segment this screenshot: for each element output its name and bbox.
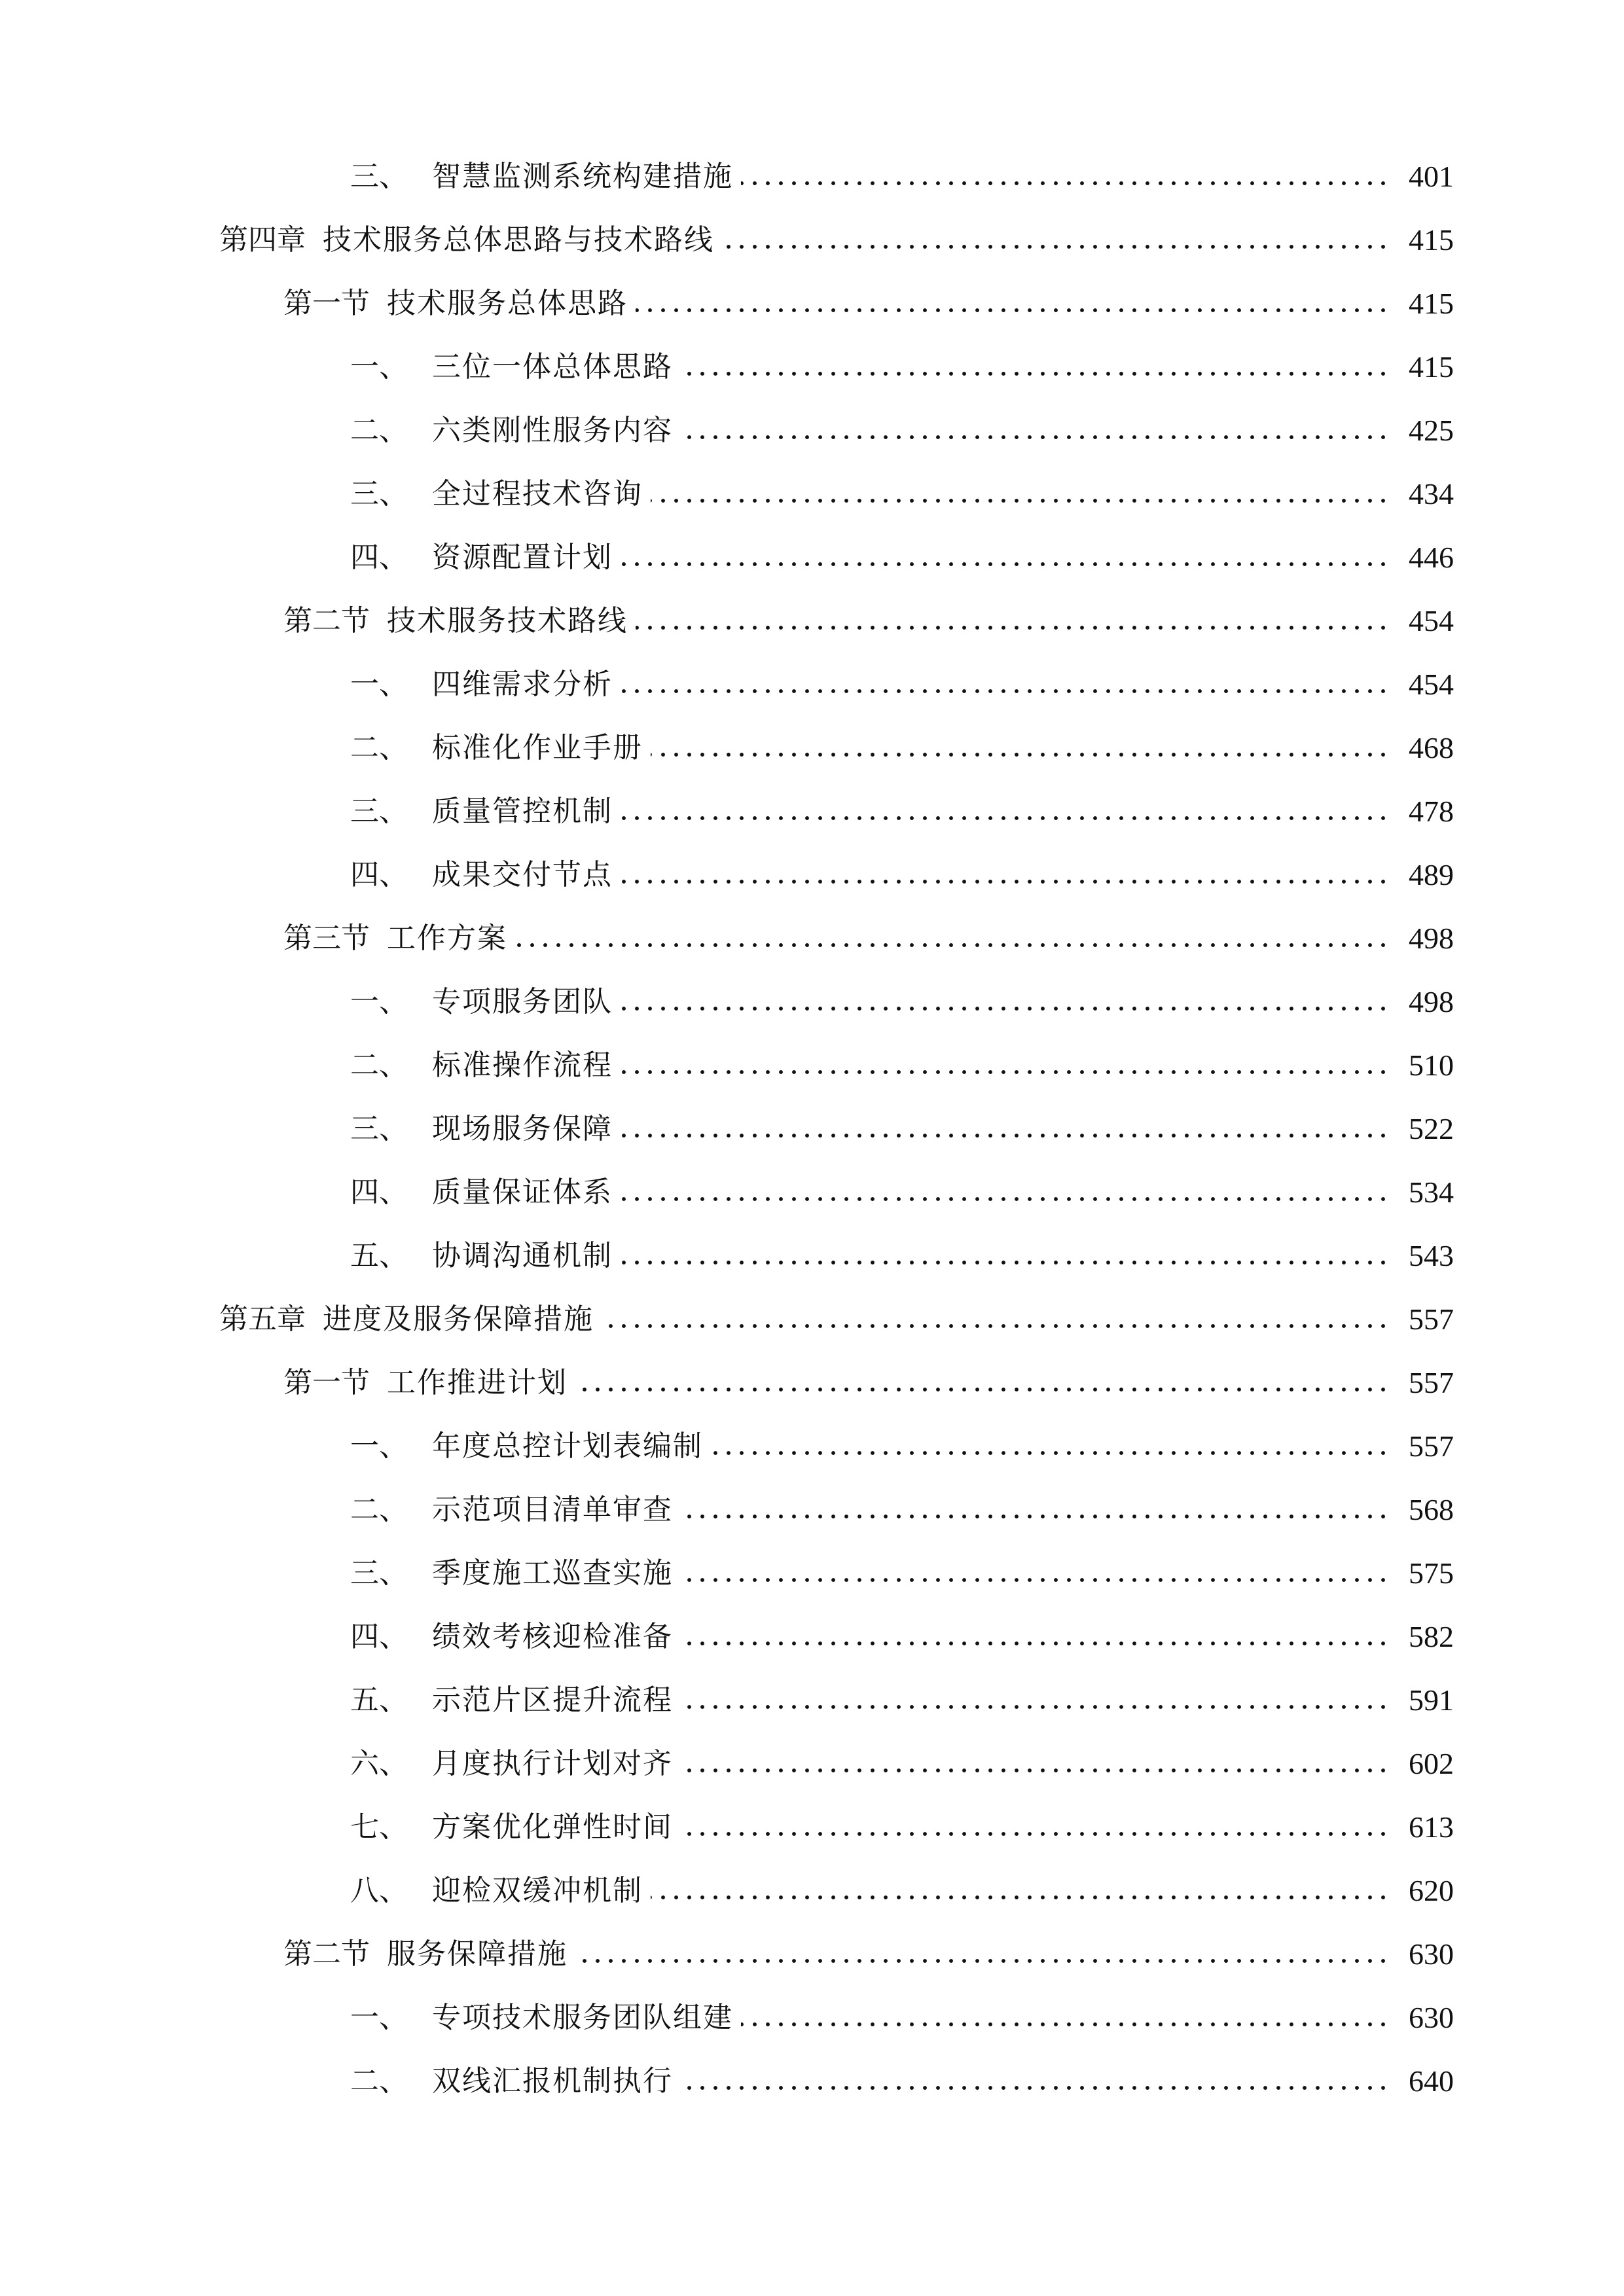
dot-leader — [621, 1133, 1390, 1138]
dot-leader — [575, 1387, 1390, 1392]
entry-number: 五、 — [350, 1683, 408, 1717]
entry-title: 成果交付节点 — [432, 858, 613, 891]
toc-entry[interactable] — [0, 1225, 1454, 1287]
entry-number: 二、 — [350, 1049, 408, 1082]
entry-title: 现场服务保障 — [432, 1112, 613, 1145]
entry-title: 服务保障措施 — [387, 1937, 568, 1971]
toc-entry[interactable] — [0, 717, 1454, 780]
entry-page-number: 557 — [1409, 1366, 1454, 1399]
entry-number: 一、 — [350, 350, 408, 384]
dot-leader — [681, 435, 1390, 440]
entry-title: 绩效考核迎检准备 — [432, 1620, 673, 1653]
toc-entry[interactable] — [0, 209, 1454, 272]
entry-title: 技术服务总体思路与技术路线 — [323, 223, 714, 257]
entry-number: 一、 — [350, 985, 408, 1018]
entry-number: 三、 — [350, 477, 408, 511]
dot-leader — [722, 244, 1390, 249]
toc-entry[interactable] — [0, 590, 1454, 653]
entry-title: 双线汇报机制执行 — [432, 2064, 673, 2098]
entry-number: 一、 — [350, 668, 408, 701]
entry-title: 示范片区提升流程 — [432, 1683, 673, 1717]
entry-number: 五、 — [350, 1239, 408, 1272]
toc-entry[interactable] — [0, 463, 1454, 526]
dot-leader — [621, 1196, 1390, 1202]
entry-title: 全过程技术咨询 — [432, 477, 643, 511]
dot-leader — [636, 308, 1390, 313]
entry-number: 四、 — [350, 541, 408, 574]
entry-title: 方案优化弹性时间 — [432, 1810, 673, 1844]
toc-entry[interactable] — [0, 145, 1454, 208]
entry-page-number: 591 — [1409, 1683, 1454, 1717]
entry-page-number: 489 — [1409, 858, 1454, 891]
entry-title: 标准化作业手册 — [432, 731, 643, 764]
toc-entry[interactable] — [0, 1732, 1454, 1795]
entry-page-number: 582 — [1409, 1620, 1454, 1653]
dot-leader — [681, 1704, 1390, 1710]
entry-number: 一、 — [350, 2001, 408, 2034]
entry-number: 第一节 — [283, 1366, 370, 1399]
entry-page-number: 568 — [1409, 1493, 1454, 1526]
toc-entry[interactable] — [0, 1923, 1454, 1986]
dot-leader — [602, 1323, 1390, 1329]
dot-leader — [711, 1450, 1390, 1456]
toc-entry[interactable] — [0, 399, 1454, 462]
entry-number: 四、 — [350, 1175, 408, 1209]
entry-page-number: 575 — [1409, 1556, 1454, 1590]
entry-number: 二、 — [350, 2064, 408, 2098]
entry-number: 七、 — [350, 1810, 408, 1844]
toc-entry[interactable] — [0, 272, 1454, 335]
entry-title: 智慧监测系统构建措施 — [432, 160, 733, 193]
entry-page-number: 446 — [1409, 541, 1454, 574]
toc-entry[interactable] — [0, 1288, 1454, 1351]
entry-number: 三、 — [350, 160, 408, 193]
entry-title: 协调沟通机制 — [432, 1239, 613, 1272]
entry-number: 八、 — [350, 1874, 408, 1907]
entry-title: 年度总控计划表编制 — [432, 1429, 703, 1463]
toc-entry[interactable] — [0, 907, 1454, 970]
entry-title: 迎检双缓冲机制 — [432, 1874, 643, 1907]
entry-number: 四、 — [350, 858, 408, 891]
entry-page-number: 602 — [1409, 1747, 1454, 1780]
entry-page-number: 557 — [1409, 1302, 1454, 1336]
entry-page-number: 630 — [1409, 1937, 1454, 1971]
dot-leader — [621, 1069, 1390, 1075]
entry-page-number: 401 — [1409, 160, 1454, 193]
entry-page-number: 425 — [1409, 414, 1454, 447]
entry-page-number: 620 — [1409, 1874, 1454, 1907]
entry-page-number: 454 — [1409, 668, 1454, 701]
entry-page-number: 415 — [1409, 223, 1454, 257]
entry-number: 二、 — [350, 731, 408, 764]
entry-number: 第四章 — [219, 223, 306, 257]
dot-leader — [621, 1260, 1390, 1265]
entry-number: 第三节 — [283, 922, 370, 955]
toc-entry[interactable] — [0, 1669, 1454, 1732]
entry-page-number: 454 — [1409, 604, 1454, 637]
entry-number: 一、 — [350, 1429, 408, 1463]
dot-leader — [515, 942, 1390, 948]
entry-number: 三、 — [350, 1112, 408, 1145]
entry-title: 进度及服务保障措施 — [323, 1302, 594, 1336]
dot-leader — [681, 2085, 1390, 2090]
entry-page-number: 543 — [1409, 1239, 1454, 1272]
entry-number: 第二节 — [283, 1937, 370, 1971]
toc-entry[interactable] — [0, 2050, 1454, 2113]
entry-title: 质量保证体系 — [432, 1175, 613, 1209]
entry-title: 季度施工巡查实施 — [432, 1556, 673, 1590]
entry-number: 第一节 — [283, 287, 370, 320]
entry-page-number: 468 — [1409, 731, 1454, 764]
entry-title: 质量管控机制 — [432, 795, 613, 828]
entry-number: 第五章 — [219, 1302, 306, 1336]
dot-leader — [741, 2022, 1390, 2027]
toc-entry[interactable] — [0, 1098, 1454, 1160]
dot-leader — [651, 498, 1390, 503]
dot-leader — [621, 562, 1390, 567]
entry-page-number: 415 — [1409, 287, 1454, 320]
dot-leader — [681, 1641, 1390, 1646]
entry-title: 标准操作流程 — [432, 1049, 613, 1082]
toc-entry[interactable] — [0, 1986, 1454, 2049]
dot-leader — [651, 1895, 1390, 1900]
entry-page-number: 498 — [1409, 985, 1454, 1018]
entry-page-number: 557 — [1409, 1429, 1454, 1463]
entry-title: 技术服务总体思路 — [387, 287, 628, 320]
dot-leader — [681, 1831, 1390, 1837]
entry-page-number: 434 — [1409, 477, 1454, 511]
entry-title: 四维需求分析 — [432, 668, 613, 701]
entry-title: 工作方案 — [387, 922, 507, 955]
toc-entry[interactable] — [0, 1161, 1454, 1224]
entry-title: 六类刚性服务内容 — [432, 414, 673, 447]
entry-page-number: 415 — [1409, 350, 1454, 384]
toc-entry[interactable] — [0, 971, 1454, 1033]
entry-page-number: 522 — [1409, 1112, 1454, 1145]
dot-leader — [681, 1577, 1390, 1583]
dot-leader — [681, 371, 1390, 376]
entry-title: 示范项目清单审查 — [432, 1493, 673, 1526]
entry-number: 六、 — [350, 1747, 408, 1780]
entry-number: 二、 — [350, 1493, 408, 1526]
entry-number: 四、 — [350, 1620, 408, 1653]
toc-entry[interactable] — [0, 653, 1454, 716]
dot-leader — [621, 816, 1390, 821]
dot-leader — [651, 752, 1390, 757]
dot-leader — [681, 1768, 1390, 1773]
dot-leader — [621, 689, 1390, 694]
dot-leader — [741, 181, 1390, 186]
entry-number: 三、 — [350, 1556, 408, 1590]
entry-title: 资源配置计划 — [432, 541, 613, 574]
entry-page-number: 630 — [1409, 2001, 1454, 2034]
toc-entry[interactable] — [0, 526, 1454, 589]
entry-number: 三、 — [350, 795, 408, 828]
entry-title: 专项服务团队 — [432, 985, 613, 1018]
dot-leader — [575, 1958, 1390, 1964]
toc-entry[interactable] — [0, 1352, 1454, 1414]
toc-entry[interactable] — [0, 1796, 1454, 1859]
toc-entry[interactable] — [0, 1034, 1454, 1097]
entry-page-number: 613 — [1409, 1810, 1454, 1844]
entry-page-number: 498 — [1409, 922, 1454, 955]
toc-entry[interactable] — [0, 336, 1454, 399]
toc-entry[interactable] — [0, 1479, 1454, 1541]
toc-entry[interactable] — [0, 1542, 1454, 1605]
entry-title: 专项技术服务团队组建 — [432, 2001, 733, 2034]
entry-title: 技术服务技术路线 — [387, 604, 628, 637]
entry-title: 三位一体总体思路 — [432, 350, 673, 384]
entry-title: 工作推进计划 — [387, 1366, 568, 1399]
entry-page-number: 640 — [1409, 2064, 1454, 2098]
entry-page-number: 510 — [1409, 1049, 1454, 1082]
toc-entry[interactable] — [0, 1415, 1454, 1478]
dot-leader — [636, 625, 1390, 630]
entry-page-number: 534 — [1409, 1175, 1454, 1209]
entry-number: 二、 — [350, 414, 408, 447]
entry-number: 第二节 — [283, 604, 370, 637]
dot-leader — [621, 879, 1390, 884]
entry-page-number: 478 — [1409, 795, 1454, 828]
toc-entry[interactable] — [0, 844, 1454, 906]
toc-entry[interactable] — [0, 780, 1454, 843]
toc-entry[interactable] — [0, 1859, 1454, 1922]
dot-leader — [621, 1006, 1390, 1011]
entry-title: 月度执行计划对齐 — [432, 1747, 673, 1780]
toc-entry[interactable] — [0, 1605, 1454, 1668]
dot-leader — [681, 1514, 1390, 1519]
